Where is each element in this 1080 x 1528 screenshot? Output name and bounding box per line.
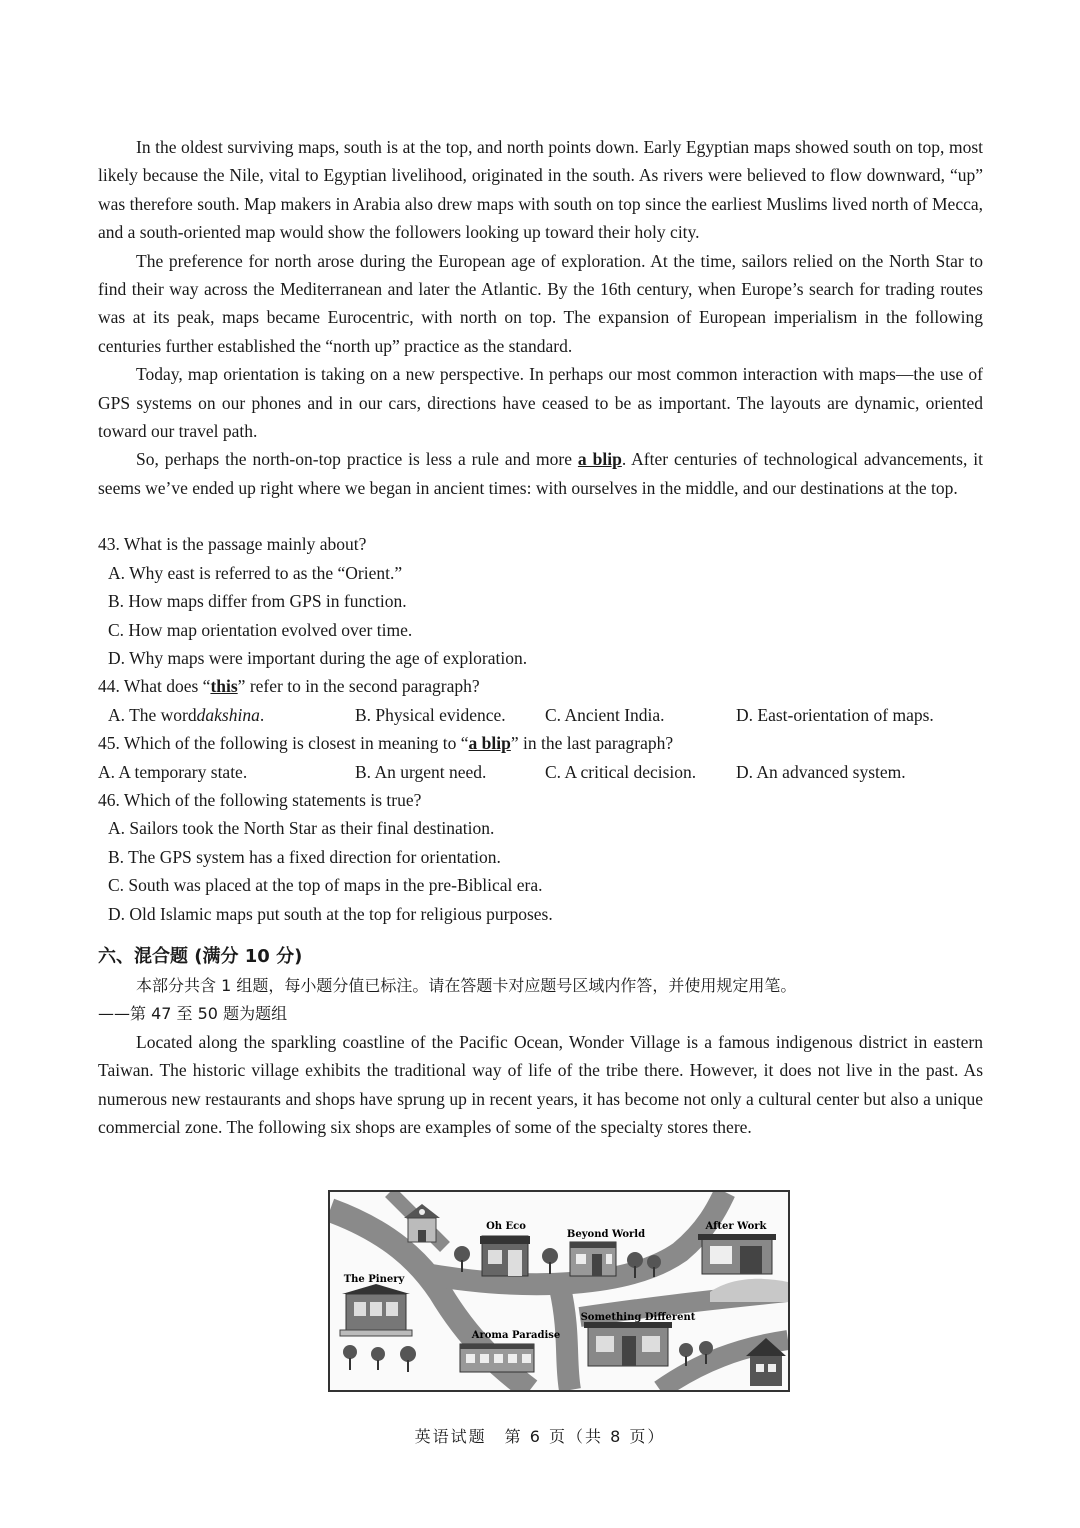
- passage-paragraph-4: So, perhaps the north-on-top practice is less a rule and more a blip. After centuries of technological advancements, it seems we’ve ended up right where we began in ancient times: with ourselves in the middle, and our destinations at the top.: [98, 449, 983, 498]
- oh-eco-label: Oh Eco: [486, 1221, 526, 1232]
- question-46-option-b: B. The GPS system has a fixed direction for orientation.: [108, 846, 501, 867]
- underlined-term-this: this: [210, 676, 238, 697]
- the-pinery-label: The Pinery: [343, 1274, 405, 1285]
- something-different-shop-icon: [584, 1322, 672, 1366]
- section-6-title: 六、混合题 (满分 10 分): [98, 945, 303, 967]
- question-46-option-c: C. South was placed at the top of maps in the pre-Biblical era.: [108, 875, 543, 896]
- section-6-intro: Located along the sparkling coastline of the Pacific Ocean, Wonder Village is a famous indigenous district in eastern Taiwan. The historic village exhibits the traditional way of life of the tribe there. However, it does not live in the past. As numerous new restaurants and shops have sprung up in recent years, it has become not only a cultural center but also a unique commercial zone. The following six shops are examples of some of the specialty stores there.: [98, 1031, 983, 1138]
- something-different-label: Something Different: [580, 1312, 696, 1323]
- question-45-options: [98, 758, 983, 786]
- passage-paragraph-2: The preference for north arose during the European age of exploration. At the time, sailors relied on the North Star to find their way across the Mediterranean and later the Atlantic. By the 16th century, when Europe’s search for trading routes was at its peak, maps became Eurocentric, with north on top. The expansion of European imperialism in the following centuries further established the “north up” practice as the standard.: [98, 250, 983, 356]
- question-45-option-c: C. A critical decision.: [545, 761, 697, 782]
- passage-paragraph-1: In the oldest surviving maps, south is at the top, and north points down. Early Egyptian maps showed south on top, most likely because the Nile, vital to Egyptian livelihood, originated in the south. As rivers were believed to flow downward, “up” was therefore south. Map makers in Arabia also drew maps with south on top since the earliest Muslims lived north of Mecca, and a south-oriented map would show the followers looking up toward their holy city.: [98, 137, 983, 243]
- bush-shape: [710, 1279, 788, 1302]
- question-43-stem: 43. What is the passage mainly about?: [98, 534, 367, 555]
- village-map: [328, 1190, 790, 1392]
- aroma-paradise-label: Aroma Paradise: [471, 1330, 561, 1341]
- question-43-option-c: C. How map orientation evolved over time.: [108, 619, 413, 640]
- question-46-option-a: A. Sailors took the North Star as their final destination.: [108, 818, 495, 839]
- question-group-label: ——第 47 至 50 题为题组: [98, 1003, 288, 1023]
- question-46-stem: 46. Which of the following statements is true?: [98, 789, 422, 810]
- question-45-stem: 45. Which of the following is closest in meaning to “a blip” in the last paragraph?: [98, 733, 674, 754]
- question-44-option-c: C. Ancient India.: [545, 704, 665, 725]
- passage-paragraph-3: Today, map orientation is taking on a new perspective. In perhaps our most common interaction with maps—the use of GPS systems on our phones and in our cars, directions have ceased to be as important. The layouts are dynamic, oriented toward our travel path.: [98, 364, 983, 442]
- after-work-shop-icon: [698, 1234, 776, 1274]
- tree-icon: [343, 1345, 357, 1370]
- question-44-option-a: A. The worddakshina.: [108, 704, 265, 725]
- the-pinery-shop-icon: [340, 1284, 412, 1336]
- tree-icon: [542, 1248, 558, 1274]
- tree-icon: [400, 1346, 416, 1372]
- oh-eco-shop-icon: [480, 1236, 530, 1276]
- question-45-option-b: B. An urgent need.: [355, 761, 487, 782]
- beyond-world-shop-icon: [570, 1242, 616, 1276]
- question-43-option-a: A. Why east is referred to as the “Orient.”: [108, 562, 403, 583]
- question-44-stem: 44. What does “this” refer to in the second paragraph?: [98, 676, 480, 697]
- question-44-options: [98, 701, 983, 729]
- question-46-option-d: D. Old Islamic maps put south at the top for religious purposes.: [108, 903, 553, 924]
- exam-page: [98, 133, 983, 1142]
- section-6-instruction: 本部分共含 1 组题，每小题分值已标注。请在答题卡对应题号区域内作答，并使用规定用笔。: [136, 975, 797, 995]
- village-map-illustration: [330, 1192, 788, 1390]
- underlined-term-a-blip: a blip: [468, 733, 511, 754]
- question-43-option-d: D. Why maps were important during the age of exploration.: [108, 647, 528, 668]
- question-44-option-d: D. East-orientation of maps.: [736, 704, 934, 725]
- road-center: [560, 1288, 570, 1390]
- after-work-label: After Work: [705, 1221, 767, 1232]
- page-footer: 英语试题 第 6 页（共 8 页）: [414, 1427, 666, 1446]
- question-45-option-d: D. An advanced system.: [736, 761, 906, 782]
- beyond-world-label: Beyond World: [566, 1229, 646, 1240]
- tree-icon: [371, 1347, 385, 1370]
- question-45-option-a: A. A temporary state.: [98, 761, 248, 782]
- question-44-option-b: B. Physical evidence.: [355, 704, 506, 725]
- aroma-paradise-shop-icon: [460, 1344, 534, 1372]
- question-43-option-b: B. How maps differ from GPS in function.: [108, 591, 407, 612]
- underlined-term-blip: a blip: [577, 449, 622, 470]
